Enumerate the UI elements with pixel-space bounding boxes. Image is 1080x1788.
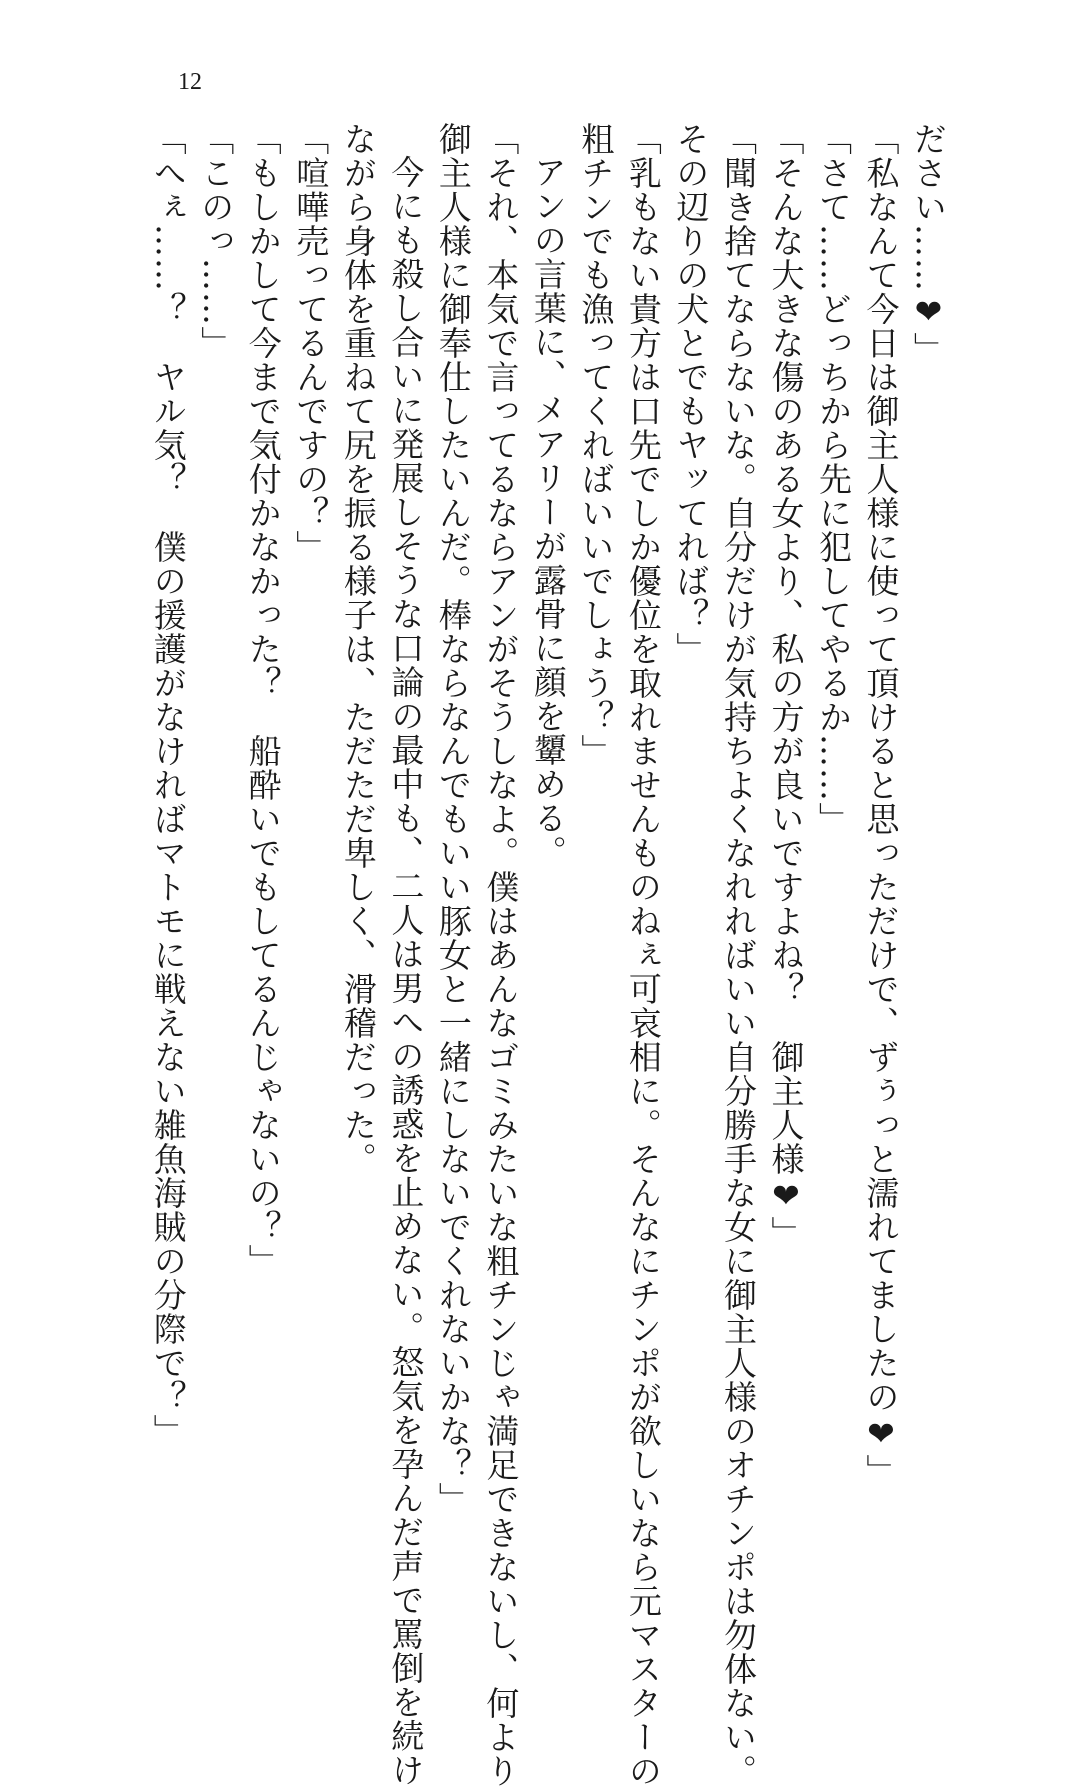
text-line: 「へぇ……？ ヤル気？ 僕の援護がなければマトモに戦えない雑魚海賊の分際で？」 [148, 122, 188, 1448]
text-line: 「聞き捨てならないな。自分だけが気持ちよくなれればいい自分勝手な女に御主人様のオチンポは勿体ない。 [718, 122, 758, 1788]
text-line: 「私なんて今日は御主人様に使って頂けると思っただけで、ずぅっと濡れてましたの❤」 [861, 122, 901, 1488]
text-line: 「さて……どっちから先に犯してやるか……」 [813, 122, 853, 836]
text-line: 今にも殺し合いに発展しそうな口論の最中も、二人は男への誘惑を止めない。怒気を孕んだ声で罵倒を続け [386, 155, 426, 1787]
text-line: 「そんな大きな傷のある女より、私の方が良いですよね？ 御主人様❤」 [766, 122, 806, 1250]
text-line: 粗チンでも漁ってくればいいでしょう？」 [576, 122, 616, 768]
text-line: その辺りの犬とでもヤッてれば？」 [671, 122, 711, 666]
text-line: ながら身体を重ねて尻を振る様子は、ただただ卑しく、滑稽だった。 [338, 122, 378, 1176]
text-line: 「このっ……」 [196, 122, 236, 360]
text-line: アンの言葉に、メアリーが露骨に顔を顰める。 [528, 155, 568, 869]
page-number: 12 [178, 69, 202, 95]
text-line: 「もしかして今まで気付かなかった？ 船酔いでもしてるんじゃないの？」 [243, 122, 283, 1278]
text-line: 「乳もない貴方は口先でしか優位を取れませんものねぇ可哀相に。そんなにチンポが欲しいなら元マスターの [623, 122, 663, 1788]
text-line: ださい……❤」 [909, 122, 948, 366]
text-line: 御主人様に御奉仕したいんだ。棒ならなんでもいい豚女と一緒にしないでくれないかな？」 [433, 122, 473, 1516]
body-text [144, 122, 952, 1788]
text-line: 「喧嘩売ってるんですの？」 [291, 122, 331, 564]
text-line: 「それ、本気で言ってるならアンがそうしなよ。僕はあんなゴミみたいな粗チンじゃ満足できないし、何より [481, 122, 521, 1788]
